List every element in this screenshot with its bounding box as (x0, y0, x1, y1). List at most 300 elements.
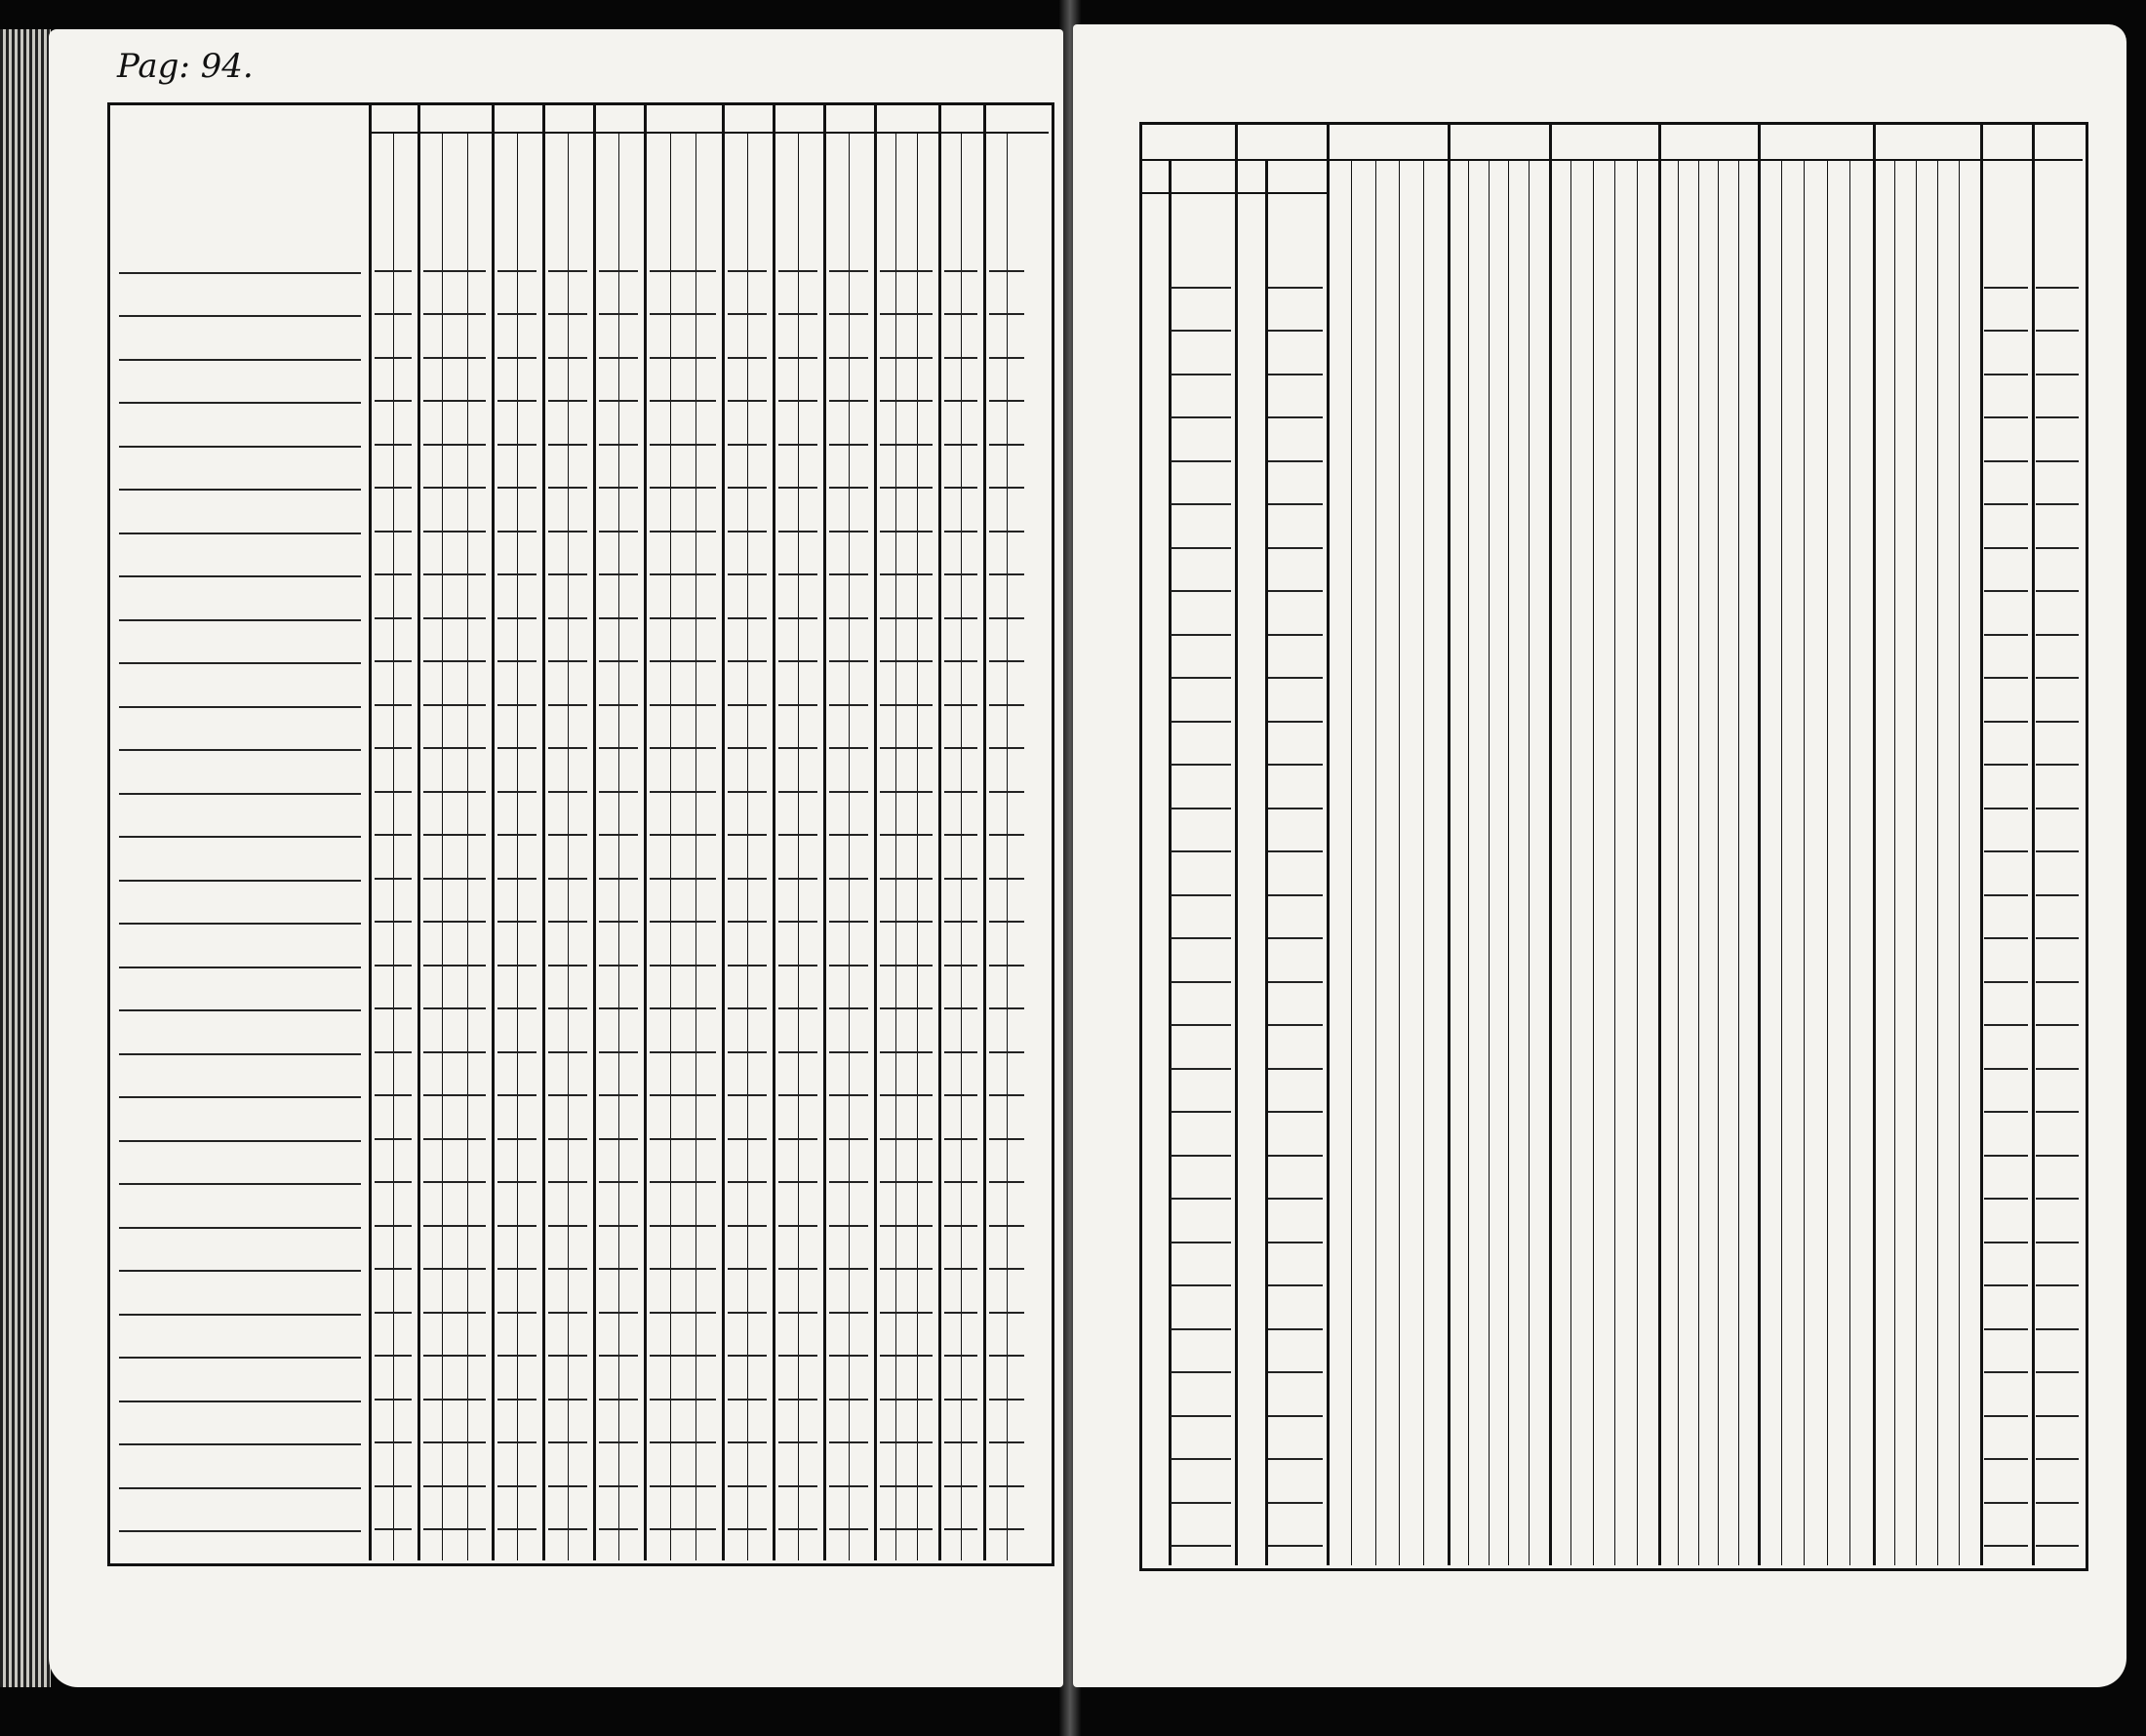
subcolumn-divider (568, 132, 569, 1560)
cell-line (423, 531, 486, 533)
group-divider (593, 102, 596, 1560)
year-subdivider (1529, 159, 1530, 1565)
cell-line (778, 921, 817, 923)
death-line (1268, 677, 1323, 679)
acces-line (1984, 330, 2028, 332)
acces-line (1984, 764, 2028, 766)
cell-line (375, 400, 412, 402)
year-subdivider (1698, 159, 1699, 1565)
cell-line (497, 704, 536, 706)
cell-line (423, 1268, 486, 1270)
cell-line (497, 1485, 536, 1487)
group-divider (874, 102, 877, 1560)
cell-line (989, 834, 1024, 836)
cell-line (497, 1355, 536, 1357)
cell-line (880, 704, 933, 706)
subcolumn-divider (393, 132, 394, 1560)
cell-line (423, 617, 486, 619)
cell-line (778, 313, 817, 315)
cell-line (944, 573, 977, 575)
cell-line (423, 965, 486, 967)
cell-line (375, 270, 412, 272)
cell-line (778, 834, 817, 836)
cell-line (548, 1399, 587, 1401)
acces-line (1984, 981, 2028, 983)
cell-line (375, 878, 412, 880)
cell-line (778, 1528, 817, 1530)
cell-line (989, 1355, 1024, 1357)
cell-line (375, 747, 412, 749)
subcolumn-divider (517, 132, 518, 1560)
cell-line (375, 1181, 412, 1183)
cell-line (778, 1007, 817, 1009)
cell-line (728, 791, 767, 793)
cell-line (989, 1007, 1024, 1009)
cell-line (650, 270, 716, 272)
name-line (119, 315, 361, 317)
cell-line (650, 1007, 716, 1009)
cell-line (944, 704, 977, 706)
cell-line (778, 617, 817, 619)
cell-line (375, 965, 412, 967)
cell-line (728, 1268, 767, 1270)
subheader-4-0 (594, 136, 617, 228)
column-divider (1235, 122, 1238, 1565)
cell-line (989, 531, 1024, 533)
cell-line (423, 1355, 486, 1357)
cell-line (497, 660, 536, 662)
cell-line (880, 965, 933, 967)
cell-line (728, 965, 767, 967)
acces-line (1984, 374, 2028, 375)
cell-line (989, 1399, 1024, 1401)
cell-line (497, 1181, 536, 1183)
cell-line (728, 1528, 767, 1530)
cell-line (944, 313, 977, 315)
cell-line (778, 878, 817, 880)
name-line (119, 446, 361, 448)
death-line (1268, 764, 1323, 766)
cell-line (375, 1441, 412, 1443)
cell-line (829, 313, 868, 315)
cell-line (599, 573, 638, 575)
cell-line (599, 704, 638, 706)
birth-line (1171, 1284, 1231, 1286)
cell-line (423, 704, 486, 706)
cell-line (944, 487, 977, 489)
cell-line (728, 1399, 767, 1401)
cell-line (778, 487, 817, 489)
cell-line (778, 1181, 817, 1183)
year-subdivider (1718, 159, 1719, 1565)
cell-line (944, 1355, 977, 1357)
subheader-5-2 (696, 136, 721, 228)
death-line (1268, 1371, 1323, 1373)
cell-line (497, 878, 536, 880)
cell-line (944, 357, 977, 359)
cell-line (599, 1225, 638, 1227)
cell-line (989, 704, 1024, 706)
cell-line (829, 1181, 868, 1183)
acces-line (1984, 1545, 2028, 1547)
cell-line (599, 1268, 638, 1270)
header-line-2 (1139, 192, 1327, 194)
cell-line (778, 1225, 817, 1227)
cell-line (728, 747, 767, 749)
cell-line (778, 270, 817, 272)
year-subdivider (1849, 159, 1850, 1565)
cell-line (728, 270, 767, 272)
cell-line (778, 573, 817, 575)
cell-line (989, 313, 1024, 315)
acces-line (1984, 1024, 2028, 1026)
cell-line (880, 1441, 933, 1443)
cell-line (829, 573, 868, 575)
name-line (119, 967, 361, 968)
cell-line (599, 487, 638, 489)
death-line (1268, 1155, 1323, 1157)
subheader-9-2 (918, 136, 937, 228)
cell-line (728, 617, 767, 619)
acces-line (1984, 1371, 2028, 1373)
abit-line (2036, 460, 2079, 462)
group-divider (722, 102, 725, 1560)
cell-line (829, 704, 868, 706)
year-subdivider (1804, 159, 1805, 1565)
acces-line (1984, 460, 2028, 462)
cell-line (650, 313, 716, 315)
subheader-9-0 (875, 136, 894, 228)
cell-line (599, 1007, 638, 1009)
cell-line (497, 444, 536, 446)
death-line (1268, 1458, 1323, 1460)
cell-line (548, 1094, 587, 1096)
cell-line (944, 1094, 977, 1096)
cell-line (829, 357, 868, 359)
year-subdivider (1916, 159, 1917, 1565)
year-header-line (1327, 159, 1980, 161)
cell-line (548, 1268, 587, 1270)
cell-line (728, 1355, 767, 1357)
cell-line (829, 1399, 868, 1401)
cell-line (778, 965, 817, 967)
cell-line (548, 1051, 587, 1053)
year-subdivider (1637, 159, 1638, 1565)
page-edges (0, 29, 51, 1687)
abit-line (2036, 634, 2079, 636)
cell-line (423, 921, 486, 923)
birth-line (1171, 1198, 1231, 1200)
cell-line (423, 791, 486, 793)
abit-line (2036, 1068, 2079, 1070)
cell-line (880, 1094, 933, 1096)
cell-line (375, 1485, 412, 1487)
cell-line (778, 1441, 817, 1443)
cell-line (423, 1094, 486, 1096)
cell-line (778, 400, 817, 402)
cell-line (728, 400, 767, 402)
birth-line (1171, 1111, 1231, 1113)
subheader-1-2 (468, 136, 491, 228)
year-subdivider (1351, 159, 1352, 1565)
abit-line (2036, 1024, 2079, 1026)
cell-line (989, 1268, 1024, 1270)
abit-line (2036, 721, 2079, 723)
cell-line (423, 444, 486, 446)
cell-line (650, 704, 716, 706)
cell-line (548, 573, 587, 575)
cell-line (728, 921, 767, 923)
cell-line (375, 617, 412, 619)
cell-line (829, 1225, 868, 1227)
cell-line (778, 704, 817, 706)
cell-line (829, 1051, 868, 1053)
cell-line (423, 1399, 486, 1401)
cell-line (944, 1441, 977, 1443)
cell-line (944, 834, 977, 836)
cell-line (548, 747, 587, 749)
cell-line (989, 573, 1024, 575)
cell-line (989, 747, 1024, 749)
cell-line (423, 313, 486, 315)
cell-line (880, 444, 933, 446)
cell-line (989, 400, 1024, 402)
acces-line (1984, 721, 2028, 723)
cell-line (829, 1441, 868, 1443)
subheader-6-1 (748, 136, 772, 228)
cell-line (989, 1181, 1024, 1183)
acces-line (1984, 808, 2028, 809)
name-line (119, 1140, 361, 1142)
abit-line (2036, 416, 2079, 418)
birth-line (1171, 1068, 1231, 1070)
name-line (119, 1009, 361, 1011)
subcolumn-divider (442, 132, 443, 1560)
subheader-8-0 (824, 136, 848, 228)
cell-line (728, 1485, 767, 1487)
year-subdivider (1508, 159, 1509, 1565)
header-line-1 (1139, 159, 1327, 161)
abit-line (2036, 1111, 2079, 1113)
name-line (119, 1053, 361, 1055)
cell-line (599, 270, 638, 272)
abit-line (2036, 1198, 2079, 1200)
birth-line (1171, 330, 1231, 332)
cell-line (497, 1138, 536, 1140)
name-line (119, 923, 361, 925)
subheader-5-0 (645, 136, 669, 228)
birth-line (1171, 634, 1231, 636)
column-divider (1980, 122, 1983, 1565)
cell-line (728, 487, 767, 489)
name-line (119, 880, 361, 882)
acces-line (1984, 503, 2028, 505)
cell-line (880, 357, 933, 359)
cell-line (829, 400, 868, 402)
subheader-8-1 (850, 136, 873, 228)
death-line (1268, 634, 1323, 636)
cell-line (423, 1007, 486, 1009)
cell-line (548, 1441, 587, 1443)
cell-line (880, 747, 933, 749)
cell-line (423, 1181, 486, 1183)
cell-line (599, 531, 638, 533)
cell-line (423, 1312, 486, 1314)
group-divider (542, 102, 545, 1560)
death-line (1268, 937, 1323, 939)
cell-line (599, 1528, 638, 1530)
abit-line (2036, 374, 2079, 375)
birth-line (1171, 416, 1231, 418)
cell-line (650, 1094, 716, 1096)
subcolumn-divider (747, 132, 748, 1560)
name-line (119, 1270, 361, 1272)
year-subdivider (1570, 159, 1571, 1565)
subcolumn-divider (1007, 132, 1008, 1560)
death-line (1268, 1415, 1323, 1417)
cell-line (548, 1312, 587, 1314)
cell-line (497, 965, 536, 967)
abit-line (2036, 1458, 2079, 1460)
cell-line (650, 878, 716, 880)
group-divider (773, 102, 775, 1560)
group-divider (938, 102, 941, 1560)
cell-line (778, 1051, 817, 1053)
cell-line (944, 747, 977, 749)
birth-line (1171, 590, 1231, 592)
cell-line (944, 1528, 977, 1530)
cell-line (599, 1312, 638, 1314)
cell-line (650, 573, 716, 575)
cell-line (375, 1355, 412, 1357)
death-line (1268, 1284, 1323, 1286)
cell-line (375, 834, 412, 836)
cell-line (829, 617, 868, 619)
cell-line (728, 313, 767, 315)
cell-line (880, 1007, 933, 1009)
subheader-7-0 (774, 136, 797, 228)
cell-line (778, 1355, 817, 1357)
death-line (1268, 1545, 1323, 1547)
cell-line (548, 1138, 587, 1140)
death-line (1268, 1198, 1323, 1200)
abit-line (2036, 850, 2079, 852)
cell-line (778, 357, 817, 359)
cell-line (944, 1138, 977, 1140)
cell-line (880, 400, 933, 402)
abit-line (2036, 1284, 2079, 1286)
name-line (119, 489, 361, 491)
cell-line (880, 531, 933, 533)
cell-line (497, 400, 536, 402)
cell-line (497, 1268, 536, 1270)
cell-line (548, 704, 587, 706)
cell-line (778, 1094, 817, 1096)
birth-line (1171, 460, 1231, 462)
cell-line (829, 965, 868, 967)
cell-line (880, 921, 933, 923)
cell-line (650, 1399, 716, 1401)
name-line (119, 1443, 361, 1445)
cell-line (650, 531, 716, 533)
cell-line (497, 487, 536, 489)
cell-line (375, 487, 412, 489)
abit-line (2036, 330, 2079, 332)
birth-line (1171, 1371, 1231, 1373)
cell-line (829, 1094, 868, 1096)
abit-line (2036, 287, 2079, 289)
group-divider (644, 102, 647, 1560)
birth-line (1171, 1545, 1231, 1547)
name-line (119, 1487, 361, 1489)
cell-line (650, 921, 716, 923)
cell-line (989, 921, 1024, 923)
cell-line (880, 791, 933, 793)
subcolumn-divider (670, 132, 671, 1560)
cell-line (548, 617, 587, 619)
birth-line (1171, 1242, 1231, 1243)
name-line (119, 836, 361, 838)
group-divider (417, 102, 420, 1560)
cell-line (989, 1528, 1024, 1530)
name-line (119, 1357, 361, 1359)
cell-line (423, 270, 486, 272)
abit-line (2036, 764, 2079, 766)
cell-line (497, 357, 536, 359)
cell-line (728, 1007, 767, 1009)
cell-line (989, 660, 1024, 662)
cell-line (829, 834, 868, 836)
abit-line (2036, 1502, 2079, 1504)
cell-line (728, 1094, 767, 1096)
death-line (1268, 416, 1323, 418)
cell-line (423, 487, 486, 489)
cell-line (599, 1181, 638, 1183)
death-line (1268, 721, 1323, 723)
acces-line (1984, 1328, 2028, 1330)
cell-line (650, 834, 716, 836)
cell-line (375, 1094, 412, 1096)
name-line (119, 575, 361, 577)
cell-line (880, 1268, 933, 1270)
cell-line (880, 660, 933, 662)
year-divider (1549, 122, 1552, 1565)
subheader-10-1 (962, 136, 982, 228)
abit-line (2036, 1242, 2079, 1243)
cell-line (548, 400, 587, 402)
birth-line (1171, 503, 1231, 505)
cell-line (728, 444, 767, 446)
abit-line (2036, 981, 2079, 983)
subcolumn-divider (849, 132, 850, 1560)
cell-line (375, 1225, 412, 1227)
cell-line (423, 1138, 486, 1140)
cell-line (650, 1528, 716, 1530)
year-divider (1873, 122, 1876, 1565)
abit-line (2036, 590, 2079, 592)
column-divider (1169, 159, 1172, 1565)
birth-line (1171, 1024, 1231, 1026)
cell-line (989, 1485, 1024, 1487)
cell-line (497, 573, 536, 575)
subcolumn-divider (695, 132, 696, 1560)
cell-line (944, 1225, 977, 1227)
year-subdivider (1894, 159, 1895, 1565)
death-line (1268, 330, 1323, 332)
cell-line (375, 1268, 412, 1270)
name-line (119, 1401, 361, 1402)
cell-line (375, 921, 412, 923)
